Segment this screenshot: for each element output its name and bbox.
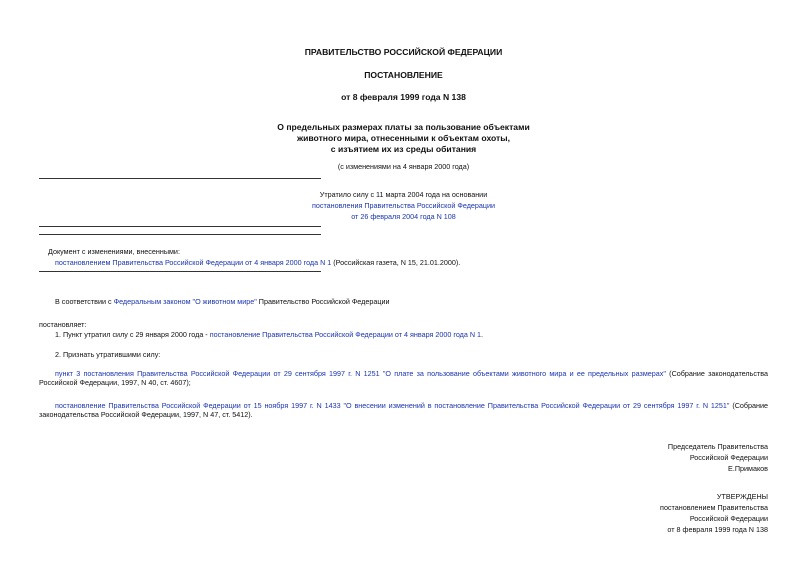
repealed-act-1	[39, 369, 768, 387]
document-title-line-1: О предельных размерах платы за пользование объектами	[277, 122, 530, 132]
repealed-act-2	[39, 401, 768, 419]
signature-name: Е.Примаков	[728, 464, 768, 473]
amended-label: Документ с изменениями, внесенными:	[48, 247, 180, 256]
separator-line	[39, 271, 321, 272]
item-1	[55, 330, 483, 339]
preamble-suffix: Правительство Российской Федерации	[256, 297, 390, 306]
document-date-number: от 8 февраля 1999 года N 138	[341, 92, 466, 102]
federal-law-link[interactable]: Федеральным законом "О животном мире"	[113, 297, 257, 306]
document-title-line-3: с изъятием их из среды обитания	[330, 144, 477, 154]
invalidating-decree-date-link[interactable]: от 26 февраля 2004 года N 108	[351, 212, 456, 221]
approved-date: от 8 февраля 1999 года N 138	[667, 525, 768, 534]
invalidated-notice: Утратило силу с 11 марта 2004 года на основании	[319, 190, 488, 199]
document-title-line-2: животного мира, отнесенными к объектам охоты,	[297, 133, 510, 143]
document-type: ПОСТАНОВЛЕНИЕ	[364, 70, 443, 80]
changes-note: (с изменениями на 4 января 2000 года)	[337, 162, 470, 171]
repealed-act-1-link[interactable]: пункт 3 постановления Правительства Российской Федерации от 29 сентября 1997 г. N 1251 "О плате за пользование объектами животного мира и ее предельных размерах"	[55, 369, 666, 378]
approved-country: Российской Федерации	[689, 514, 768, 523]
government-heading: ПРАВИТЕЛЬСТВО РОССИЙСКОЙ ФЕДЕРАЦИИ	[304, 47, 503, 57]
item-1-text: 1. Пункт утратил силу с 29 января 2000 года -	[55, 330, 210, 339]
item-1-end: .	[481, 330, 484, 339]
signature-title: Председатель Правительства	[667, 442, 768, 451]
invalidating-decree-link[interactable]: постановления Правительства Российской Федерации	[311, 201, 496, 210]
amending-decree-link[interactable]: постановлением Правительства Российской Федерации от 4 января 2000 года N 1	[55, 258, 332, 267]
separator-line	[39, 178, 321, 179]
separator-line	[39, 234, 321, 235]
decree-word: постановляет:	[39, 320, 87, 329]
preamble-prefix: В соответствии с	[55, 297, 114, 306]
repealed-act-2-source: (Собрание законодательства Российской Федерации, 1997, N 47, ст. 5412).	[39, 401, 769, 419]
approved-heading: УТВЕРЖДЕНЫ	[716, 492, 768, 501]
amended-source: (Российская газета, N 15, 21.01.2000).	[331, 258, 461, 267]
item-2: 2. Признать утратившими силу:	[55, 350, 161, 359]
separator-line	[39, 226, 321, 227]
amended-line	[55, 258, 460, 267]
repealed-act-1-source: (Собрание законодательства Российской Федерации, 1997, N 40, ст. 4607);	[39, 369, 768, 387]
signature-country: Российской Федерации	[689, 453, 768, 462]
item-1-decree-link[interactable]: постановление Правительства Российской Федерации от 4 января 2000 года N 1	[209, 330, 482, 339]
preamble	[55, 297, 389, 306]
approved-by: постановлением Правительства	[660, 503, 768, 512]
repealed-act-2-link[interactable]: постановление Правительства Российской Федерации от 15 ноября 1997 г. N 1433 "О внесении изменений в постановление Правительства Российской Федерации от 29 сентября 1997 г. N 1251"	[55, 401, 730, 410]
